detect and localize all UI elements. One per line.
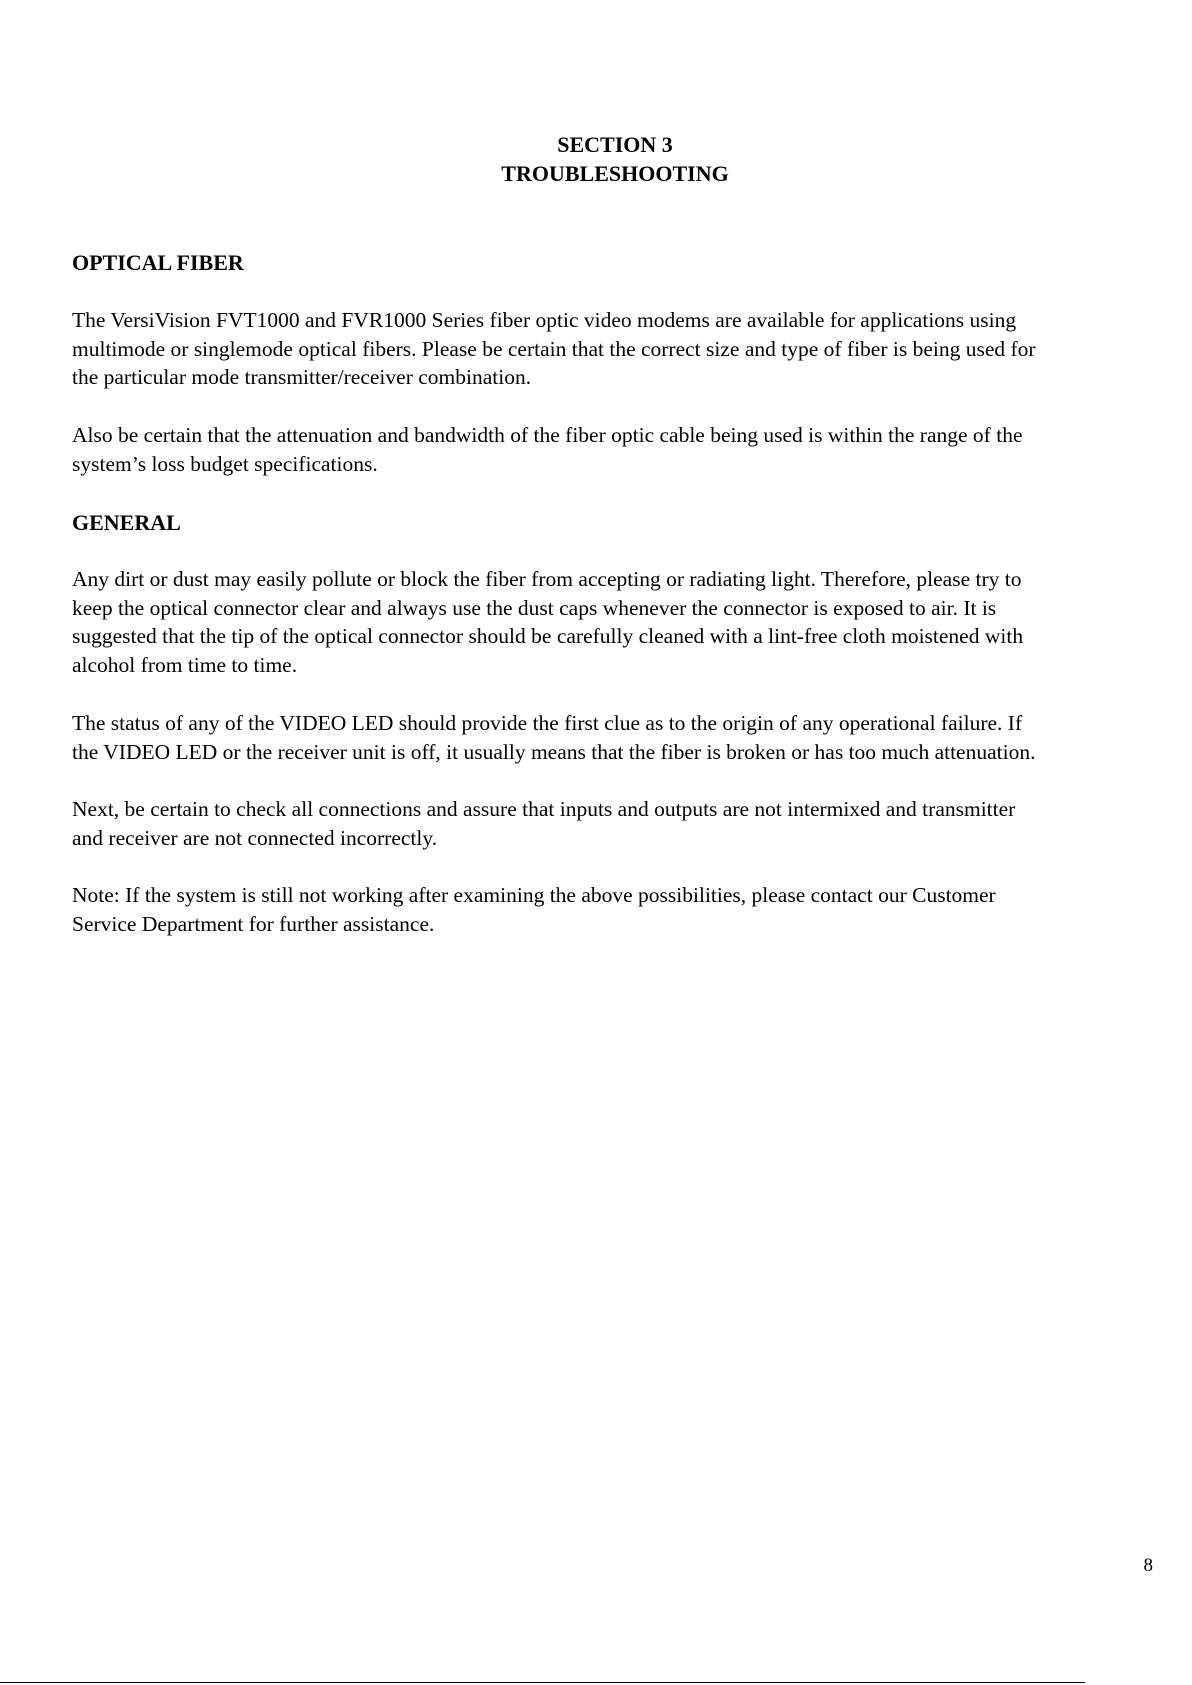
- general-paragraph-2: [72, 709, 1152, 766]
- section-heading: [0, 130, 1192, 188]
- text-line: The status of any of the VIDEO LED should provide the first clue as to the origin of any operational failure. If: [72, 711, 1023, 735]
- general-paragraph-1: [72, 565, 1152, 679]
- text-line: Note: If the system is still not working after examining the above possibilities, please contact our Customer: [72, 883, 996, 907]
- section-title: TROUBLESHOOTING: [501, 161, 729, 186]
- general-heading: GENERAL: [72, 510, 181, 535]
- text-line: and receiver are not connected incorrectly.: [72, 825, 438, 850]
- general-paragraph-4: [72, 881, 1152, 938]
- text-line: Next, be certain to check all connections and assure that inputs and outputs are not intermixed and transmitter: [72, 797, 1016, 821]
- text-line: multimode or singlemode optical fibers. Please be certain that the correct size and type of fiber is being used for: [72, 336, 1036, 361]
- section-number: SECTION 3: [557, 132, 673, 157]
- optical-fiber-paragraph-1: [72, 306, 1152, 392]
- text-line: Also be certain that the attenuation and bandwidth of the fiber optic cable being used is within the range of the: [72, 423, 1023, 447]
- optical-fiber-heading: OPTICAL FIBER: [72, 250, 244, 275]
- page-number: 8: [1143, 1555, 1153, 1576]
- text-line: the VIDEO LED or the receiver unit is off, it usually means that the fiber is broken or has too much attenuation.: [72, 739, 1036, 764]
- text-line: Any dirt or dust may easily pollute or block the fiber from accepting or radiating light. Therefore, please try to: [72, 567, 1022, 591]
- text-line: The VersiVision FVT1000 and FVR1000 Series fiber optic video modems are available for applications using: [72, 308, 1017, 332]
- text-line: the particular mode transmitter/receiver combination.: [72, 365, 532, 390]
- text-line: keep the optical connector clear and always use the dust caps whenever the connector is exposed to air. It is: [72, 595, 997, 620]
- optical-fiber-paragraph-2: [72, 421, 1152, 478]
- text-line: suggested that the tip of the optical connector should be carefully cleaned with a lint-free cloth moistened with: [72, 624, 1024, 649]
- general-paragraph-3: [72, 795, 1152, 852]
- text-line: Service Department for further assistance.: [72, 911, 435, 936]
- text-line: system’s loss budget specifications.: [72, 451, 378, 476]
- text-line: alcohol from time to time.: [72, 652, 298, 677]
- page-bottom-rule: [0, 1682, 1085, 1683]
